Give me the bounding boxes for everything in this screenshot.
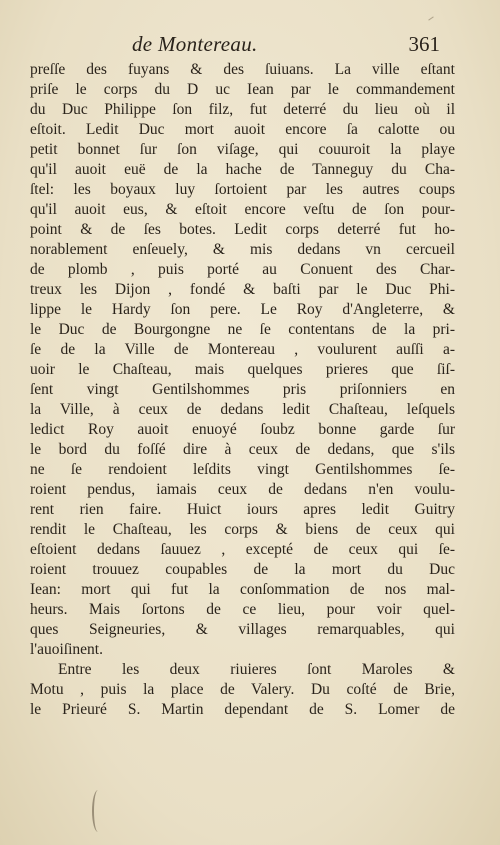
running-title: de Montereau. [132,32,258,56]
text-line: le Duc de Bourgongne ne ſe contentans de la pri- [30,321,455,338]
text-line: norablement enſeuely, & mis dedans vn cercueil [30,241,455,258]
text-line: l'auoiſinent. [30,641,103,658]
text-line: qu'il auoit euë de la hache de Tanneguy du Cha- [30,161,455,178]
text-line: point & de ſes botes. Ledit corps deterré fut ho- [30,221,455,238]
text-line: petit bonnet ſur ſon viſage, qui couuroit la playe [30,141,455,158]
page-number: 361 [408,32,440,56]
text-line: rent rien faire. Huict iours apres ledit Guitry [30,501,455,518]
text-line: roient trouuez coupables de la mort du Duc [30,561,455,578]
text-line: la Ville, à ceux de dedans ledit Chaſteau, leſquels [30,401,455,418]
text-line: Motu , puis la place de Valery. Du coſté de Brie, [30,681,455,698]
running-head [100,32,440,60]
text-line: le bord du foſſé dire à ceux de dedans, que s'ils [30,441,455,458]
text-line: preſſe des fuyans & des ſuiuans. La ville eſtant [30,61,455,78]
body-text [30,60,455,720]
text-line: priſe le corps du D uc Iean par le commandement [30,81,455,98]
text-line: eſtoit. Ledit Duc mort auoit encore ſa calotte ou [30,121,455,138]
text-line: du Duc Philippe ſon filz, fut deterré du lieu où il [30,101,455,118]
text-line: lippe le Hardy ſon pere. Le Roy d'Angleterre, & [30,301,455,318]
text-line: ſtel: les boyaux luy ſortoient par les autres coups [30,181,455,198]
text-line: rendit le Chaſteau, les corps & biens de ceux qui [30,521,455,538]
text-line: Iean: mort qui fut la conſommation de nos mal- [30,581,455,598]
text-line: Entre les deux riuieres ſont Maroles & [58,661,455,678]
text-line: heurs. Mais ſortons de ce lieu, pour voir quel- [30,601,455,618]
text-line: ques Seigneuries, & villages remarquables, qui [30,621,455,638]
text-line: roient pendus, iamais ceux de dedans n'en voulu- [30,481,455,498]
text-line: ſe de la Ville de Montereau , voulurent auſſi a- [30,341,455,358]
text-line: qu'il auoit eus, & eſtoit encore veſtu de ſon pour- [30,201,455,218]
text-line: treux les Dijon , fondé & baſti par le Duc Phi- [30,281,455,298]
text-line: ne ſe rendoient leſdits vingt Gentilshommes ſe- [30,461,455,478]
ink-smudge [92,790,104,832]
text-line: eſtoient dedans ſauuez , excepté de ceux qui ſe- [30,541,455,558]
text-line: ledict Roy auoit enuoyé ſoubz bonne garde ſur [30,421,455,438]
text-line: de plomb , puis porté au Conuent des Char- [30,261,455,278]
text-line: le Prieuré S. Martin dependant de S. Lomer de [30,701,455,718]
text-line: uoir le Chaſteau, mais quelques prieres que ſiſ- [30,361,455,378]
text-line: ſent vingt Gentilshommes pris priſonniers en [30,381,455,398]
margin-mark [428,16,433,20]
